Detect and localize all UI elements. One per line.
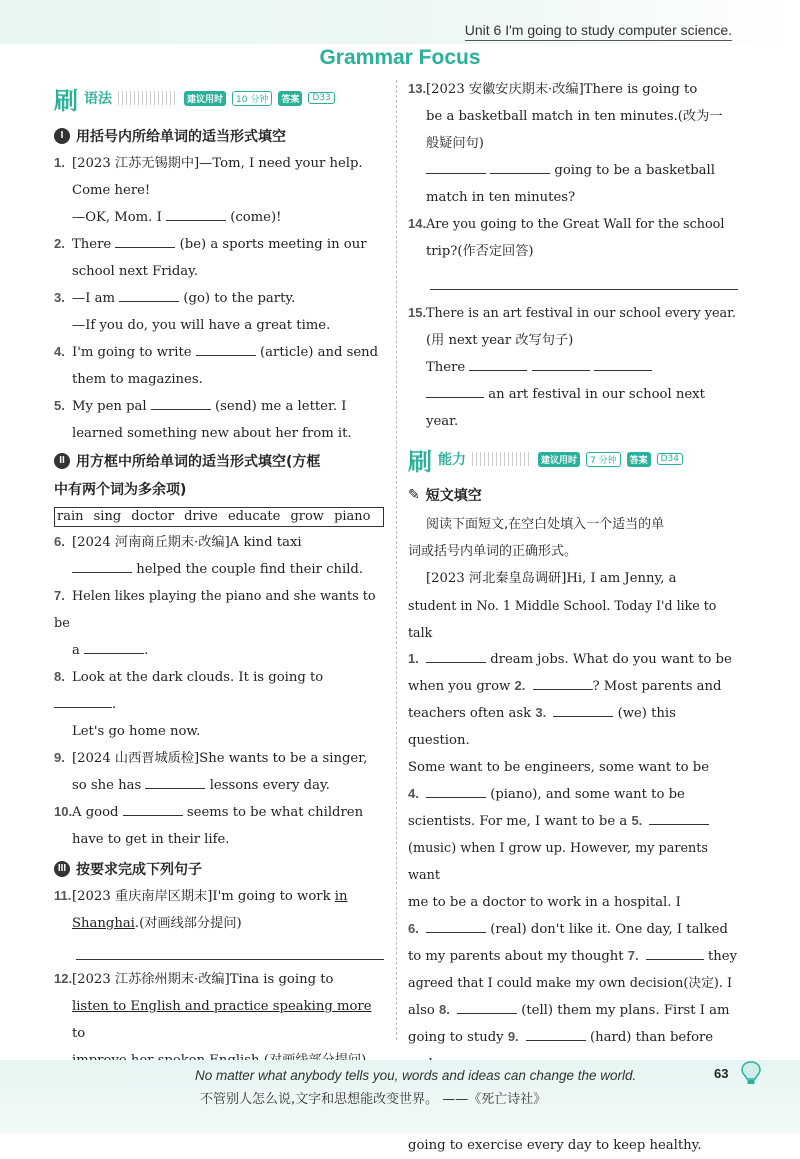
answer-blank[interactable] xyxy=(426,648,486,663)
section-title: 用方框中所给单词的适当形式填空(方框 xyxy=(76,454,321,470)
answer-blank[interactable] xyxy=(490,159,550,174)
q-number: 4. xyxy=(54,344,65,359)
q-text-part: . xyxy=(112,697,117,712)
q-text-part: —OK, Mom. I xyxy=(72,210,162,225)
section-label: 语法 xyxy=(84,91,112,107)
passage-line xyxy=(408,916,738,943)
passage-line xyxy=(408,997,738,1024)
q-text-part: [2023 重庆南岸区期末]I'm going to work xyxy=(72,889,331,904)
q-text xyxy=(54,910,384,937)
question-1 xyxy=(54,150,384,177)
q-text: [2023 江苏徐州期末·改编]Tina is going to xyxy=(72,972,334,987)
q-text: 般疑问句) xyxy=(426,136,484,151)
underlined-text: listen to English and practice speaking more xyxy=(72,999,372,1014)
q-text xyxy=(54,204,384,231)
passage-line xyxy=(408,781,738,808)
question-8 xyxy=(54,664,384,718)
q-text xyxy=(408,381,738,435)
q-text: learned something new about her from it. xyxy=(72,426,352,441)
passage-line xyxy=(408,646,738,673)
blank-number: 8. xyxy=(439,1002,450,1017)
answer-tag: 答案 xyxy=(627,452,651,467)
q-text-part: so she has xyxy=(72,778,142,793)
blank-number: 6. xyxy=(408,921,419,936)
answer-blank[interactable] xyxy=(646,945,704,960)
roman-numeral: III xyxy=(54,861,70,877)
q-text-part: going to be a basketball xyxy=(554,163,715,178)
passage-text: teachers often ask xyxy=(408,706,532,721)
q-text: Helen likes playing the piano and she wants to be xyxy=(54,589,376,631)
lightbulb-icon xyxy=(740,1060,762,1088)
section-title: 按要求完成下列句子 xyxy=(76,862,202,878)
q-number: 9. xyxy=(54,750,65,765)
passage-line xyxy=(408,808,738,835)
q-text: school next Friday. xyxy=(72,264,199,279)
q-text-part: (go) to the party. xyxy=(183,291,296,306)
underlined-text: in xyxy=(334,889,348,904)
answer-blank[interactable] xyxy=(123,801,183,816)
passage-line: student in No. 1 Middle School. Today I'd like to talk xyxy=(408,598,717,640)
q-text-part: (send) me a letter. I xyxy=(215,399,347,414)
answer-blank[interactable] xyxy=(54,693,112,708)
answer-blank[interactable] xyxy=(84,639,144,654)
q-number: 14. xyxy=(408,216,427,231)
section-3-heading xyxy=(54,859,384,879)
passage-text: (we) this question. xyxy=(408,706,676,748)
answer-blank[interactable] xyxy=(196,341,256,356)
brush-icon: 刷 xyxy=(54,86,78,115)
blank-number: 5. xyxy=(631,813,643,828)
answer-blank[interactable] xyxy=(594,356,652,371)
answer-page: D33 xyxy=(308,92,334,104)
q-text xyxy=(54,772,384,799)
page-header xyxy=(0,0,800,44)
time-value: 7 分钟 xyxy=(586,452,621,467)
passage-text: (real) don't like it. One day, I talked xyxy=(490,922,728,937)
q-text: them to magazines. xyxy=(72,372,203,387)
q-text-part: There xyxy=(72,237,112,252)
q-text-part: an art festival in our school next year. xyxy=(426,387,705,429)
passage-text: (tell) them my plans. First I am xyxy=(521,1003,730,1018)
q-number: 2. xyxy=(54,236,65,251)
q-number: 6. xyxy=(54,534,65,549)
answer-blank[interactable] xyxy=(532,356,590,371)
q-text-part: to xyxy=(72,1026,86,1041)
passage-title: 短文填空 xyxy=(425,488,482,504)
q-text-part: . xyxy=(144,643,149,658)
answer-blank[interactable] xyxy=(649,810,709,825)
footer-quote: No matter what anybody tells you, words and ideas can change the world. xyxy=(195,1068,637,1083)
unit-title: Unit 6 I'm going to study computer science. xyxy=(465,22,732,38)
passage-line: [2023 河北秦皇岛调研]Hi, I am Jenny, a xyxy=(426,571,677,586)
question-3 xyxy=(54,285,384,312)
answer-blank[interactable] xyxy=(426,159,486,174)
passage-text: going to study xyxy=(408,1030,504,1045)
answer-blank[interactable] xyxy=(426,383,484,398)
question-10 xyxy=(54,799,384,826)
passage-line: Some want to be engineers, some want to be xyxy=(408,760,710,775)
grammar-brush-header xyxy=(54,82,384,114)
q-text-part: Look at the dark clouds. It is going to xyxy=(72,670,324,685)
q-text-part: I'm going to write xyxy=(72,345,192,360)
q-number: 8. xyxy=(54,669,65,684)
q-text-part: (article) and send xyxy=(260,345,379,360)
footer-quote-cn: 不管别人怎么说,文字和思想能改变世界。 ——《死亡诗社》 xyxy=(200,1092,547,1107)
underlined-text: Shanghai xyxy=(72,916,135,931)
question-11 xyxy=(54,883,384,910)
question-9 xyxy=(54,745,384,772)
question-5 xyxy=(54,393,384,420)
q-number: 13. xyxy=(408,81,427,96)
q-text-part: There xyxy=(426,360,466,375)
q-text: [2023 江苏无锡期中]—Tom, I need your help. xyxy=(72,156,363,171)
passage-text: also xyxy=(408,1003,435,1018)
brush-icon: 刷 xyxy=(408,447,432,476)
answer-blank[interactable] xyxy=(426,918,486,933)
question-13 xyxy=(408,76,738,103)
q-number: 5. xyxy=(54,398,65,413)
passage-text: (hard) than before xyxy=(590,1030,714,1045)
blank-number: 2. xyxy=(514,678,526,693)
q-text: [2023 安徽安庆期末·改编]There is going to xyxy=(426,82,698,97)
question-14 xyxy=(408,211,738,238)
q-text-part: —I am xyxy=(72,291,115,306)
passage-text: scientists. For me, I want to be a xyxy=(408,814,628,829)
q-text xyxy=(54,556,384,583)
q-text-part: seems to be what children xyxy=(186,805,364,820)
answer-blank[interactable] xyxy=(469,356,527,371)
q-text: have to get in their life. xyxy=(72,832,230,847)
q-text: —If you do, you will have a great time. xyxy=(72,318,331,333)
ability-brush-header xyxy=(408,443,738,475)
answer-line[interactable] xyxy=(430,271,738,290)
roman-numeral: I xyxy=(54,128,70,144)
passage-text: they xyxy=(708,949,738,964)
q-number: 15. xyxy=(408,305,427,320)
answer-page: D34 xyxy=(657,453,683,465)
passage-line: (music) when I grow up. However, my parents want xyxy=(408,841,708,883)
left-column xyxy=(54,82,384,1097)
passage-text: ? Most parents and xyxy=(592,679,722,694)
passage-text: to my parents about my thought xyxy=(408,949,624,964)
section-2-heading xyxy=(54,451,384,471)
roman-numeral: II xyxy=(54,453,70,469)
blank-number: 3. xyxy=(535,705,547,720)
page-title: Grammar Focus xyxy=(319,46,481,69)
blank-number: 7. xyxy=(627,948,639,963)
q-text: Come here! xyxy=(72,183,151,198)
q-text-part: helped the couple find their child. xyxy=(136,562,364,577)
q-text-part: A good xyxy=(72,805,119,820)
q-text: [2024 山西晋城质检]She wants to be a singer, xyxy=(72,751,368,766)
passage-text: when you grow xyxy=(408,679,511,694)
q-number: 10. xyxy=(54,804,73,819)
question-2 xyxy=(54,231,384,258)
blank-number: 4. xyxy=(408,786,419,801)
answer-blank[interactable] xyxy=(533,675,593,690)
q-text: [2024 河南商丘期末·改编]A kind taxi xyxy=(72,535,302,550)
q-text: There is an art festival in our school every year. xyxy=(426,306,736,321)
passage-line xyxy=(408,700,738,754)
instruction: 阅读下面短文,在空白处填入一个适当的单 xyxy=(426,517,665,532)
q-text-part: (come)! xyxy=(230,210,282,225)
decor-stripes xyxy=(118,91,178,105)
answer-blank[interactable] xyxy=(426,783,486,798)
word-box: rain sing doctor drive educate grow piano xyxy=(54,507,384,527)
passage-line xyxy=(408,673,738,700)
answer-blank[interactable] xyxy=(526,1026,586,1041)
question-15 xyxy=(408,300,738,327)
q-text: (用 next year 改写句子) xyxy=(426,333,574,348)
q-text xyxy=(408,354,738,381)
q-text-part: .(对画线部分提问) xyxy=(134,916,242,931)
q-text-part: My pen pal xyxy=(72,399,147,414)
q-text: Are you going to the Great Wall for the school xyxy=(426,217,725,232)
q-text: be a basketball match in ten minutes.(改为一 xyxy=(426,109,723,124)
passage-line: me to be a doctor to work in a hospital. I xyxy=(408,895,681,910)
answer-blank[interactable] xyxy=(119,287,179,302)
passage-line: going to exercise every day to keep healthy. xyxy=(408,1138,702,1153)
section-2-heading-cont: 中有两个词为多余项) xyxy=(54,482,187,498)
answer-blank[interactable] xyxy=(166,206,226,221)
q-number: 7. xyxy=(54,588,65,603)
instruction: 词或括号内单词的正确形式。 xyxy=(408,544,578,559)
answer-blank[interactable] xyxy=(115,233,175,248)
column-divider xyxy=(396,80,397,1040)
q-text xyxy=(54,637,384,664)
passage-heading xyxy=(408,485,738,505)
answer-blank[interactable] xyxy=(72,558,132,573)
question-4 xyxy=(54,339,384,366)
q-number: 1. xyxy=(54,155,65,170)
q-text-part: (be) a sports meeting in our xyxy=(179,237,367,252)
book-icon: ✎ xyxy=(408,487,420,503)
q-text xyxy=(54,993,384,1047)
time-value: 10 分钟 xyxy=(232,91,272,106)
q-text: match in ten minutes? xyxy=(426,190,576,205)
decor-stripes xyxy=(472,452,532,466)
q-text-part: lessons every day. xyxy=(209,778,330,793)
answer-blank[interactable] xyxy=(151,395,211,410)
time-tag: 建议用时 xyxy=(538,452,580,467)
q-number: 3. xyxy=(54,290,65,305)
section-1-heading xyxy=(54,126,384,146)
q-text: Let's go home now. xyxy=(72,724,201,739)
question-7 xyxy=(54,583,384,637)
answer-blank[interactable] xyxy=(457,999,517,1014)
answer-blank[interactable] xyxy=(145,774,205,789)
passage-line: agreed that I could make my own decision(决定). I xyxy=(408,976,733,991)
passage-line xyxy=(408,943,738,970)
q-text-part: a xyxy=(72,643,80,658)
q-text: trip?(作否定回答) xyxy=(426,244,534,259)
right-column xyxy=(408,76,738,1159)
blank-number: 9. xyxy=(507,1029,519,1044)
answer-blank[interactable] xyxy=(553,702,613,717)
page-number: 63 xyxy=(714,1066,729,1081)
q-text xyxy=(408,157,738,184)
passage-text: (piano), and some want to be xyxy=(490,787,685,802)
answer-tag: 答案 xyxy=(278,91,302,106)
answer-line[interactable] xyxy=(76,941,384,960)
section-label: 能力 xyxy=(438,452,466,468)
section-title: 用括号内所给单词的适当形式填空 xyxy=(76,129,286,145)
blank-number: 1. xyxy=(408,651,419,666)
q-number: 11. xyxy=(54,888,72,903)
question-6 xyxy=(54,529,384,556)
question-12 xyxy=(54,966,384,993)
q-number: 12. xyxy=(54,971,73,986)
time-tag: 建议用时 xyxy=(184,91,226,106)
passage-text: dream jobs. What do you want to be xyxy=(490,652,732,667)
